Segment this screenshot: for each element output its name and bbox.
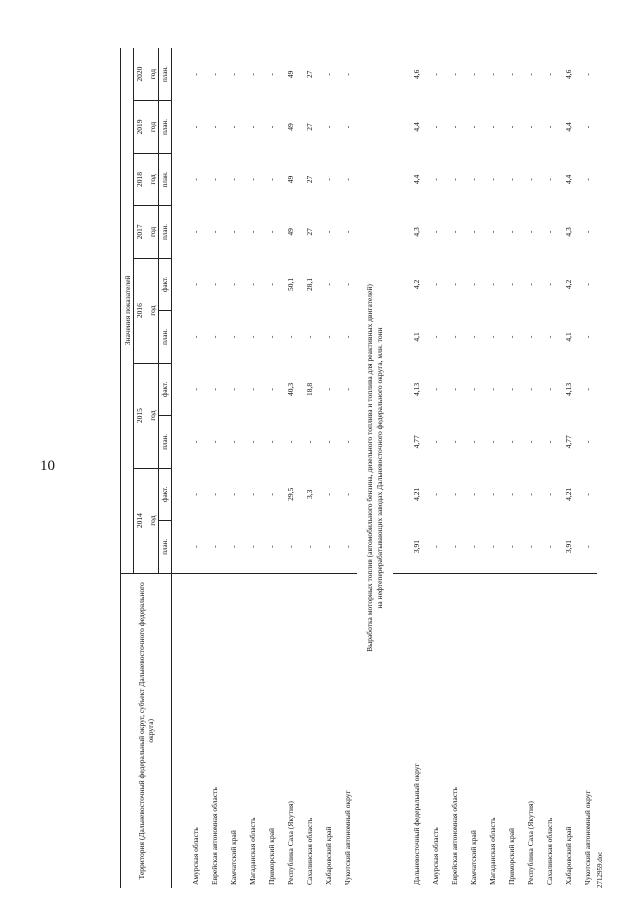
value-cell: - <box>343 440 352 444</box>
territory-name: Чукотский автономный округ <box>578 573 597 888</box>
value-cell: - <box>343 73 352 76</box>
value-cell: - <box>431 388 440 391</box>
value-cell: - <box>267 440 276 444</box>
value-cell: - <box>450 493 459 496</box>
value-cell: - <box>583 283 592 286</box>
value-cell: - <box>545 440 554 444</box>
value-cell: - <box>248 125 257 129</box>
table-row <box>407 48 426 888</box>
value-cell: - <box>507 545 516 548</box>
value-cell: - <box>431 493 440 496</box>
value-cell: - <box>431 73 440 76</box>
year-header: 2017 <box>134 206 147 258</box>
value-cell: - <box>526 125 535 129</box>
value-cell: - <box>469 440 478 444</box>
value-cell: - <box>267 493 276 496</box>
column-type-header: план. <box>159 101 172 153</box>
value-cell: 18,8 <box>305 382 314 396</box>
value-cell: - <box>229 440 238 444</box>
document-id: 2712959.doc <box>596 851 604 888</box>
year-unit-header: год <box>146 153 159 205</box>
column-type-header: план. <box>159 416 172 468</box>
section-heading-row <box>357 48 393 888</box>
value-cell: - <box>431 283 440 286</box>
value-cell: 4,2 <box>412 279 421 290</box>
value-cell: - <box>286 545 295 548</box>
value-cell: - <box>229 178 238 181</box>
value-cell: - <box>267 125 276 129</box>
value-cell: - <box>545 178 554 181</box>
value-cell: - <box>583 230 592 234</box>
territory-name: Еврейская автономная область <box>205 573 224 888</box>
value-cell: - <box>431 335 440 339</box>
value-cell: - <box>343 178 352 181</box>
value-cell: - <box>488 125 497 129</box>
value-cell: 4,6 <box>412 69 421 80</box>
value-cell: - <box>545 125 554 129</box>
value-cell: - <box>343 125 352 129</box>
value-cell: - <box>526 335 535 339</box>
value-cell: - <box>469 335 478 339</box>
value-cell: - <box>248 493 257 496</box>
table-row <box>338 48 357 888</box>
value-cell: 4,1 <box>564 332 573 342</box>
column-type-header: план. <box>159 311 172 363</box>
column-type-header: факт. <box>159 468 172 520</box>
value-cell: - <box>450 388 459 391</box>
values-header: Значения показателей <box>121 48 134 573</box>
year-header: 2018 <box>134 153 147 205</box>
territory-name: Республика Саха (Якутия) <box>281 573 300 888</box>
value-cell: 4,77 <box>412 435 421 449</box>
territory-name: Амурская область <box>186 573 205 888</box>
value-cell: - <box>229 230 238 234</box>
column-type-header: факт. <box>159 363 172 415</box>
value-cell: - <box>248 335 257 339</box>
value-cell: 4,4 <box>412 122 421 132</box>
territory-name: Сахалинская область <box>540 573 559 888</box>
value-cell: 49 <box>286 175 295 184</box>
value-cell: - <box>583 493 592 496</box>
value-cell: - <box>488 335 497 339</box>
value-cell: - <box>210 125 219 129</box>
value-cell: - <box>210 493 219 496</box>
value-cell: - <box>324 335 333 339</box>
value-cell: - <box>526 440 535 444</box>
value-cell: - <box>431 230 440 234</box>
value-cell: - <box>324 178 333 181</box>
value-cell: - <box>210 230 219 234</box>
value-cell: - <box>343 493 352 496</box>
value-cell: - <box>450 125 459 129</box>
value-cell: 3,91 <box>564 540 573 554</box>
value-cell: - <box>545 388 554 391</box>
value-cell: 27 <box>305 70 314 79</box>
year-header: 2019 <box>134 101 147 153</box>
table-row <box>445 48 464 888</box>
value-cell: 50,1 <box>286 277 295 291</box>
value-cell: - <box>229 545 238 548</box>
value-cell: - <box>545 335 554 339</box>
value-cell: - <box>210 440 219 444</box>
value-cell: 4,3 <box>412 227 421 237</box>
value-cell: 4,4 <box>412 174 421 185</box>
table-row <box>464 48 483 888</box>
value-cell: - <box>267 178 276 181</box>
value-cell: - <box>583 178 592 181</box>
table-row <box>262 48 281 888</box>
value-cell: - <box>507 178 516 181</box>
value-cell: - <box>526 178 535 181</box>
table-row <box>540 48 559 888</box>
value-cell: 28,1 <box>305 277 314 291</box>
value-cell: - <box>267 73 276 76</box>
value-cell: - <box>431 125 440 129</box>
value-cell: - <box>267 545 276 548</box>
value-cell: - <box>545 73 554 76</box>
year-header: 2016 <box>134 258 147 363</box>
value-cell: - <box>191 230 200 234</box>
value-cell: - <box>526 493 535 496</box>
value-cell: - <box>191 73 200 76</box>
value-cell: - <box>583 335 592 339</box>
table-row <box>502 48 521 888</box>
value-cell: - <box>450 440 459 444</box>
value-cell: - <box>507 230 516 234</box>
value-cell: - <box>210 545 219 548</box>
value-cell: - <box>267 230 276 234</box>
value-cell: - <box>545 283 554 286</box>
value-cell: - <box>210 388 219 391</box>
value-cell: - <box>248 545 257 548</box>
value-cell: - <box>343 230 352 234</box>
value-cell: - <box>507 335 516 339</box>
value-cell: 29,5 <box>286 487 295 501</box>
value-cell: - <box>469 545 478 548</box>
value-cell: - <box>469 388 478 391</box>
value-cell: - <box>343 283 352 286</box>
value-cell: - <box>324 283 333 286</box>
value-cell: 4,21 <box>564 487 573 501</box>
value-cell: 49 <box>286 123 295 131</box>
table-row <box>521 48 540 888</box>
value-cell: - <box>469 283 478 286</box>
value-cell: - <box>305 545 314 548</box>
value-cell: - <box>305 440 314 444</box>
value-cell: 49 <box>286 70 295 79</box>
value-cell: - <box>229 125 238 129</box>
value-cell: - <box>450 545 459 548</box>
table-row <box>319 48 338 888</box>
value-cell: - <box>469 73 478 76</box>
value-cell: - <box>450 178 459 181</box>
value-cell: - <box>324 230 333 234</box>
value-cell: - <box>469 125 478 129</box>
value-cell: - <box>248 73 257 76</box>
territory-name: Сахалинская область <box>300 573 319 888</box>
table-row <box>300 48 319 888</box>
value-cell: - <box>248 283 257 286</box>
value-cell: - <box>431 178 440 181</box>
value-cell: - <box>191 440 200 444</box>
value-cell: - <box>324 388 333 391</box>
territory-header: Территория (Дальневосточный федеральный округ, субъект Дальневосточного федерального округа) <box>121 573 172 888</box>
value-cell: - <box>488 388 497 391</box>
value-cell: - <box>267 388 276 391</box>
table-row <box>426 48 445 888</box>
value-cell: - <box>210 178 219 181</box>
year-header: 2020 <box>135 66 145 82</box>
value-cell: - <box>526 283 535 286</box>
value-cell: - <box>343 388 352 391</box>
value-cell: 4,13 <box>564 382 573 396</box>
page-number: 10 <box>40 458 55 474</box>
territory-name: Камчатский край <box>224 573 243 888</box>
spacer-cell <box>393 48 407 573</box>
value-cell: - <box>583 73 592 76</box>
value-cell: - <box>191 545 200 548</box>
value-cell: - <box>210 73 219 76</box>
value-cell: - <box>191 493 200 496</box>
value-cell: 49 <box>286 228 295 236</box>
value-cell: 4,3 <box>564 227 573 237</box>
value-cell: - <box>488 440 497 444</box>
value-cell: - <box>545 493 554 496</box>
value-cell: - <box>191 283 200 286</box>
year-unit-header: год <box>146 468 159 573</box>
value-cell: - <box>488 73 497 76</box>
value-cell: 4,2 <box>564 279 573 290</box>
value-cell: - <box>191 178 200 181</box>
section-heading <box>357 48 393 888</box>
value-cell: - <box>191 335 200 339</box>
year-unit-header: год <box>146 101 159 153</box>
table-body-block-2 <box>393 48 597 888</box>
value-cell: - <box>526 73 535 76</box>
value-cell: - <box>343 335 352 339</box>
territory-name: Еврейская автономная область <box>445 573 464 888</box>
territory-name: Хабаровский край <box>559 573 578 888</box>
value-cell: - <box>305 335 314 339</box>
value-cell: - <box>267 283 276 286</box>
value-cell: 4,4 <box>564 122 573 132</box>
value-cell: - <box>286 335 295 339</box>
value-cell: - <box>450 230 459 234</box>
value-cell: 4,6 <box>564 69 573 80</box>
section-title-line-2: на нефтеперерабатывающих заводах Дальневосточного федерального округа, млн. тонн <box>375 327 384 609</box>
value-cell: - <box>248 388 257 391</box>
value-cell: 27 <box>305 123 314 131</box>
value-cell: - <box>210 335 219 339</box>
column-type-header: факт. <box>159 258 172 310</box>
table-row <box>281 48 300 888</box>
value-cell: - <box>229 493 238 496</box>
value-cell: - <box>583 125 592 129</box>
value-cell: - <box>450 283 459 286</box>
spacer-row <box>393 48 407 888</box>
value-cell: - <box>469 230 478 234</box>
value-cell: - <box>248 230 257 234</box>
spacer-cell <box>172 573 187 888</box>
spacer-row <box>172 48 187 888</box>
value-cell: - <box>450 73 459 76</box>
value-cell: - <box>229 73 238 76</box>
value-cell: - <box>507 125 516 129</box>
value-cell: - <box>324 545 333 548</box>
value-cell: 4,13 <box>412 382 421 396</box>
territory-name: Амурская область <box>426 573 445 888</box>
value-cell: - <box>229 283 238 286</box>
territory-name: Магаданская область <box>483 573 502 888</box>
value-cell: - <box>324 125 333 129</box>
territory-name: Чукотский автономный округ <box>338 573 357 888</box>
value-cell: - <box>488 178 497 181</box>
value-cell: - <box>545 230 554 234</box>
table-header <box>121 48 172 888</box>
value-cell: - <box>488 493 497 496</box>
rotated-table-container <box>120 48 640 888</box>
value-cell: - <box>191 388 200 391</box>
value-cell: - <box>324 73 333 76</box>
value-cell: - <box>229 388 238 391</box>
value-cell: - <box>431 545 440 548</box>
value-cell: - <box>526 230 535 234</box>
table-row <box>559 48 578 888</box>
value-cell: 27 <box>305 228 314 236</box>
value-cell: - <box>267 335 276 339</box>
table-row <box>186 48 205 888</box>
value-cell: 40,3 <box>286 382 295 396</box>
year-header: 2015 <box>134 363 147 468</box>
territory-name: Приморский край <box>262 573 281 888</box>
column-type-header: план. <box>159 48 172 101</box>
value-cell: - <box>507 388 516 391</box>
indicators-table <box>120 48 597 888</box>
territory-name: Хабаровский край <box>319 573 338 888</box>
section-title-line-1: Выработка моторных топлив (автомобильного бензина, дизельного топлива и топлива для реактивных двигателей) <box>365 284 375 652</box>
value-cell: - <box>526 388 535 391</box>
value-cell: - <box>248 440 257 444</box>
value-cell: - <box>450 335 459 339</box>
table-row <box>224 48 243 888</box>
table-row <box>578 48 597 888</box>
value-cell: - <box>469 493 478 496</box>
spacer-cell <box>172 48 187 573</box>
value-cell: - <box>343 545 352 548</box>
value-cell: - <box>507 283 516 286</box>
year-header: 2014 <box>134 468 147 573</box>
value-cell: - <box>248 178 257 181</box>
value-cell: - <box>583 388 592 391</box>
value-cell: - <box>507 493 516 496</box>
spacer-cell <box>393 573 407 888</box>
value-cell: - <box>191 125 200 129</box>
table-row <box>243 48 262 888</box>
value-cell: 27 <box>305 175 314 184</box>
territory-name: Приморский край <box>502 573 521 888</box>
year-unit-header: год <box>146 363 159 468</box>
value-cell: 4,1 <box>412 332 421 342</box>
value-cell: - <box>431 440 440 444</box>
value-cell: - <box>210 283 219 286</box>
value-cell: - <box>583 545 592 548</box>
value-cell: 4,21 <box>412 487 421 501</box>
table-body-block-1 <box>172 48 358 888</box>
territory-name: Магаданская область <box>243 573 262 888</box>
column-type-header: план. <box>159 521 172 573</box>
year-unit-header: год <box>146 206 159 258</box>
value-cell: 4,77 <box>564 435 573 449</box>
table-row <box>205 48 224 888</box>
value-cell: - <box>488 230 497 234</box>
value-cell: 4,4 <box>564 174 573 185</box>
value-cell: - <box>229 335 238 339</box>
column-type-header: план. <box>159 206 172 258</box>
value-cell: 3,91 <box>412 540 421 554</box>
value-cell: - <box>488 545 497 548</box>
value-cell: - <box>286 440 295 444</box>
value-cell: - <box>469 178 478 181</box>
value-cell: - <box>507 73 516 76</box>
section-heading-block <box>357 48 393 888</box>
value-cell: - <box>324 493 333 496</box>
territory-name: Камчатский край <box>464 573 483 888</box>
table-row <box>483 48 502 888</box>
value-cell: - <box>526 545 535 548</box>
value-cell: - <box>488 283 497 286</box>
value-cell: - <box>583 440 592 444</box>
value-cell: - <box>324 440 333 444</box>
year-unit-header: год <box>146 258 159 363</box>
year-unit-header: год <box>146 48 159 101</box>
value-cell: 3,3 <box>305 489 314 500</box>
territory-name: Дальневосточный федеральный округ <box>407 573 426 888</box>
value-cell: - <box>545 545 554 548</box>
value-cell: - <box>507 440 516 444</box>
column-type-header: план. <box>159 153 172 205</box>
territory-name: Республика Саха (Якутия) <box>521 573 540 888</box>
